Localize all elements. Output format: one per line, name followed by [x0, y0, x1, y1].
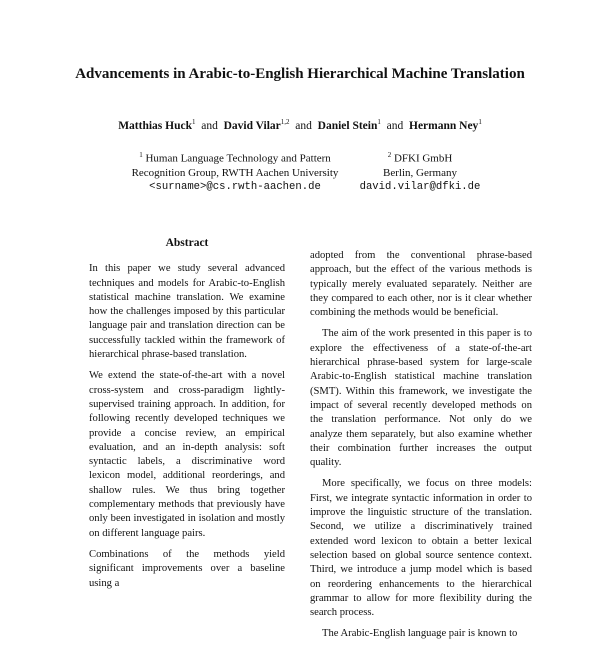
paper-title: Advancements in Arabic-to-English Hierarchical Machine Translation [75, 66, 525, 82]
left-column [89, 236, 285, 598]
affiliation-line: Human Language Technology and Pattern [145, 152, 331, 165]
author-name: Daniel Stein [317, 119, 378, 132]
body-paragraph: adopted from the conventional phrase-based approach, but the effect of the various methods is typically merely evaluated separately. Neither are they compared to each other, nor is it clear whether combining the methods would be beneficial. [310, 250, 532, 319]
author-affiliation-mark: 1 [377, 118, 381, 126]
author-affiliation-mark: 1 [478, 118, 482, 126]
affiliation-email[interactable]: david.vilar@dfki.de [359, 180, 481, 193]
author-list [0, 118, 600, 132]
body-paragraph: The Arabic-English language pair is known to [322, 628, 518, 640]
and-connector: and [295, 119, 312, 132]
affiliation-1 [110, 148, 360, 194]
and-connector: and [386, 119, 404, 132]
abstract-paragraph: In this paper we study several advanced techniques and models for Arabic-to-English statistical machine translation. We examine how the challenges imposed by this particular language pair and translation direction can be successfully tackled within the framework of hierarchical phrase-based translation. [89, 263, 285, 361]
affiliation-2 [345, 148, 495, 194]
abstract-paragraph: We extend the state-of-the-art with a novel cross-system and cross-paradigm lightly-supervised training approach. In addition, for following recently developed techniques we provide a concise review, an empirical evaluation, and an in-depth analysis: soft syntactic labels, a discriminative word lexicon model, additional reorderings, and shallow rules. We thus bring together complementary methods that previously have only been investigated in isolation and mostly on different language pairs. [89, 370, 285, 539]
affiliation-line: Berlin, Germany [383, 166, 457, 179]
author-name: Matthias Huck [118, 119, 192, 132]
and-connector: and [201, 119, 218, 132]
right-column [310, 249, 532, 649]
body-paragraph: More specifically, we focus on three models: First, we integrate syntactic information in order to improve the linguistic structure of the translation. Second, we utilize a discriminatively trained extended word lexicon to obtain a better lexical selection based on global source sentence context. Third, we introduce a jump model which is based on reordering enhancements to the hierarchical grammar to allow for more flexibility during the search process. [310, 478, 532, 619]
affiliation-email[interactable]: <surname>@cs.rwth-aachen.de [149, 180, 321, 193]
author-name: David Vilar [223, 119, 281, 132]
affiliation-line: DFKI GmbH [393, 152, 453, 165]
author-affiliation-mark: 1 [191, 118, 196, 126]
affiliation-line: Recognition Group, RWTH Aachen University [131, 166, 339, 179]
author-name: Hermann Ney [409, 119, 479, 132]
abstract-heading: Abstract [165, 237, 209, 249]
affiliation-mark: 1 [139, 151, 143, 159]
body-paragraph: The aim of the work presented in this paper is to explore the effectiveness of a state-of-the-art hierarchical phrase-based system for large-scale Arabic-to-English statistical machine translation (SMT). Within this framework, we investigate the impact of several recently developed methods on the translation performance. Not only do we analyze them separately, but also examine whether their combination further increases the output quality. [310, 328, 532, 469]
abstract-paragraph: Combinations of the methods yield significant improvements over a baseline using a [89, 548, 285, 589]
affiliation-mark: 2 [387, 151, 392, 159]
author-affiliation-mark: 1,2 [280, 118, 290, 126]
